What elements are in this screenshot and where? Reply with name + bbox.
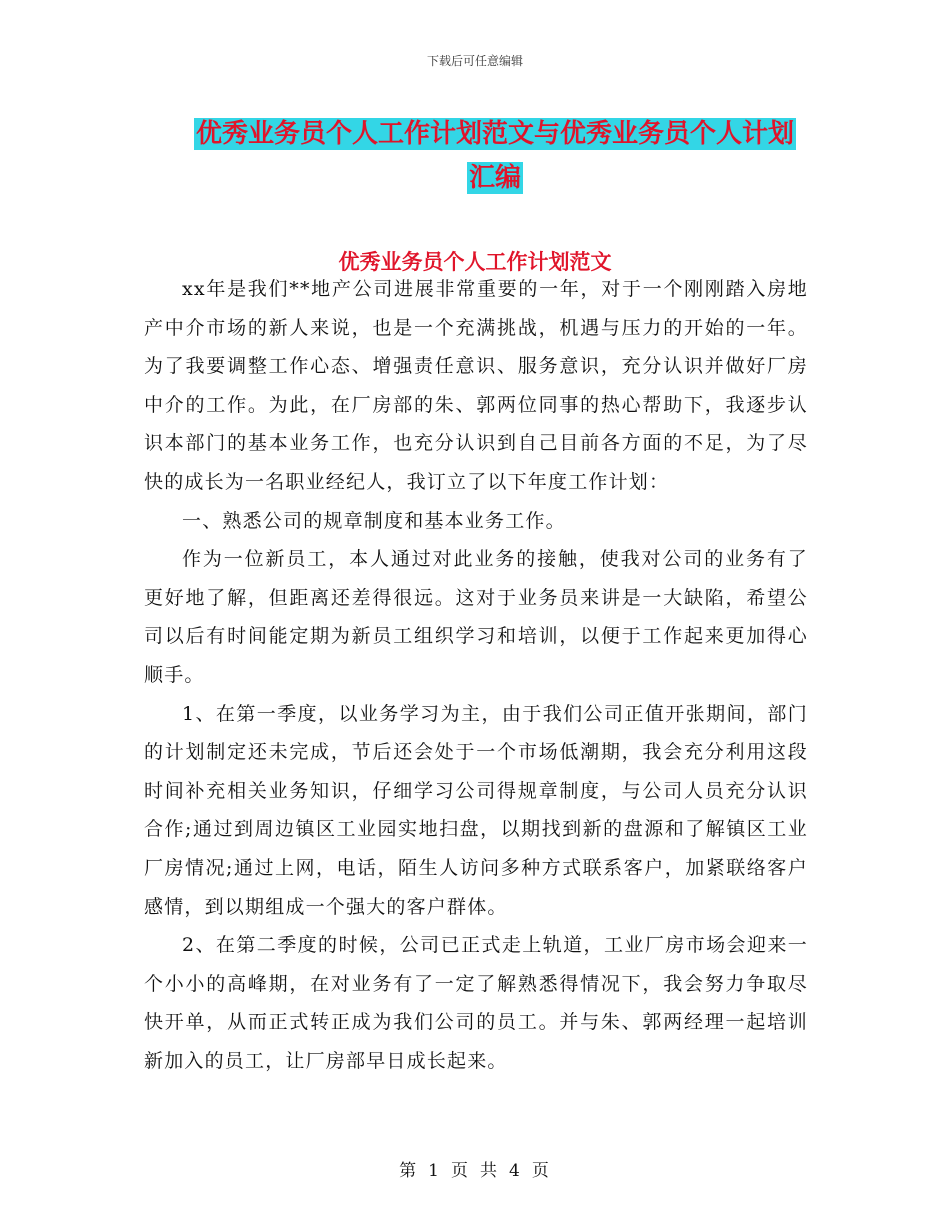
footer-total-pages: 4 xyxy=(509,1161,522,1181)
document-title-line1: 优秀业务员个人工作计划范文与优秀业务员个人计划 xyxy=(195,119,794,149)
footer-page-number: 1 xyxy=(428,1161,441,1181)
document-title xyxy=(150,112,840,200)
header-note: 下载后可任意编辑 xyxy=(426,54,523,68)
paragraph-heading-1: 一、熟悉公司的规章制度和基本业务工作。 xyxy=(182,509,566,532)
paragraph-intro: xx年是我们**地产公司进展非常重要的一年，对于一个刚刚踏入房地产中介市场的新人来说，也是一个充满挑战，机遇与压力的开始的一年。为了我要调整工作心态、增强责任意识、服务意识，充分认识并做好厂房中介的工作。为此，在厂房部的朱、郭两位同事的热心帮助下，我逐步认识本部门的基本业务工作，也充分认识到自己目前各方面的不足，为了尽快的成长为一名职业经纪人，我订立了以下年度工作计划： xyxy=(144,278,808,493)
document-title-line2: 汇编 xyxy=(468,163,521,193)
paragraph: 作为一位新员工，本人通过对此业务的接触，使我对公司的业务有了更好地了解，但距离还差得很远。这对于业务员来讲是一大缺陷，希望公司以后有时间能定期为新员工组织学习和培训，以便于工作起来更加得心顺手。 xyxy=(144,548,808,686)
footer-total-label: 共 xyxy=(480,1161,499,1181)
section-heading: 优秀业务员个人工作计划范文 xyxy=(338,250,612,274)
footer-page-unit: 页 xyxy=(451,1161,470,1181)
document-body xyxy=(144,270,808,1080)
paragraph-q2: 2、在第二季度的时候，公司已正式走上轨道，工业厂房市场会迎来一个小小的高峰期，在对业务有了一定了解熟悉得情况下，我会努力争取尽快开单，从而正式转正成为我们公司的员工。并与朱、郭两经理一起培训新加入的员工，让厂房部早日成长起来。 xyxy=(144,934,808,1072)
page-footer xyxy=(0,1156,950,1181)
footer-page-label: 第 xyxy=(399,1161,419,1181)
footer-total-unit: 页 xyxy=(531,1161,551,1181)
paragraph-q1: 1、在第一季度，以业务学习为主，由于我们公司正值开张期间，部门的计划制定还未完成，节后还会处于一个市场低潮期，我会充分利用这段时间补充相关业务知识，仔细学习公司得规章制度，与公司人员充分认识合作;通过到周边镇区工业园实地扫盘，以期找到新的盘源和了解镇区工业厂房情况;通过上网，电话，陌生人访问多种方式联系客户，加紧联络客户感情，到以期组成一个强大的客户群体。 xyxy=(144,702,808,918)
